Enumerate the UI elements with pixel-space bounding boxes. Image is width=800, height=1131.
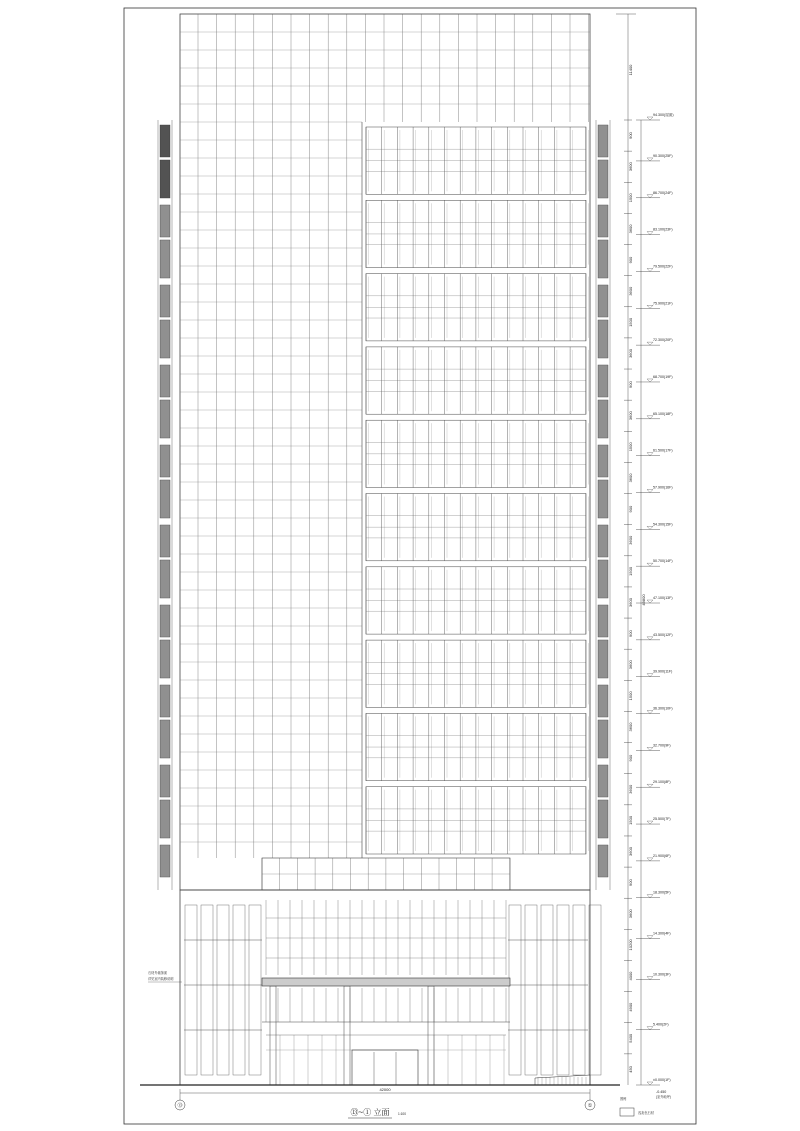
segment-dimension: 900 (628, 879, 633, 887)
level-label: 14.300(4F) (653, 931, 671, 936)
tower-upper-volume (180, 14, 590, 890)
segment-dimension: 3600 (628, 224, 633, 234)
segment-dimension: 3600 (628, 411, 633, 421)
ground-level-mark (656, 1090, 671, 1099)
segment-dimension: 3600 (628, 473, 633, 483)
drawing-title-block (348, 1107, 406, 1118)
segment-dimension: 450 (628, 1066, 633, 1073)
segment-dimension: 1500 (628, 193, 633, 203)
segment-dimension: 900 (628, 754, 633, 762)
segment-dimension: 1500 (628, 815, 633, 825)
level-label: 65.100(18F) (653, 411, 673, 416)
level-label: 90.300(25F) (653, 153, 673, 158)
level-label: 83.100(23F) (653, 227, 673, 232)
level-label: 43.500(12F) (653, 632, 673, 637)
ground-level-note: (室外地坪) (656, 1095, 671, 1099)
level-label: 10.300(3F) (653, 972, 671, 977)
legend-title: 图例 (620, 1097, 627, 1101)
segment-dimension: 900 (628, 256, 633, 264)
overall-width-text: 42000 (379, 1087, 391, 1092)
grid-bubble-right (585, 1097, 595, 1110)
level-marks (624, 112, 674, 1085)
drawing-scale: 1:100 (398, 1112, 406, 1116)
level-label: 72.300(20F) (653, 338, 673, 343)
segment-dimension: 10200 (628, 939, 633, 951)
segment-dimension: 900 (628, 132, 633, 139)
legend (620, 1096, 655, 1116)
grid-right-label: ① (587, 1103, 593, 1109)
level-label: 54.300(15F) (653, 522, 673, 527)
segment-dimension: 3600 (628, 909, 633, 919)
segment-dimension: 3600 (628, 784, 633, 794)
right-window-block (366, 127, 588, 854)
material-note (148, 970, 182, 982)
ground-level-label: -0.450 (656, 1090, 667, 1094)
segment-dimension: 3600 (628, 349, 633, 358)
drawing-title: ⑬~① 立面 (350, 1108, 390, 1117)
segment-dimension: 4900 (628, 1002, 633, 1012)
level-label: 25.500(7F) (653, 817, 671, 822)
level-label: 61.500(17F) (653, 448, 673, 453)
grid-left-label: ⑬ (177, 1103, 183, 1109)
segment-dimension: 3600 (628, 847, 633, 856)
level-label: 21.900(6F) (653, 853, 671, 858)
level-label: 47.100(13F) (653, 596, 673, 601)
level-label: ±0.000(1F) (653, 1078, 671, 1082)
level-label: 57.900(16F) (653, 485, 673, 490)
entrance-canopy (262, 978, 510, 986)
level-label: 75.900(21F) (653, 301, 673, 306)
right-louver-column (596, 120, 610, 890)
material-note-line1: 石材外墙饰面 (148, 971, 168, 975)
segment-dimension: 3600 (628, 162, 633, 172)
podium-window-grid (184, 900, 601, 1085)
segment-dimension: 3600 (628, 660, 633, 670)
level-label: 50.700(14F) (653, 559, 673, 564)
legend-item: 浅灰色石材 (638, 1111, 654, 1115)
segment-dimension: 3600 (628, 286, 633, 296)
podium-base (180, 890, 590, 1085)
vertical-dimension-chain (616, 14, 646, 1085)
level-label: 94.300(屋面) (653, 113, 674, 117)
segment-dimension: 3600 (628, 722, 633, 732)
podium-band-grid (262, 858, 510, 890)
level-label: 32.700(9F) (653, 743, 671, 748)
segment-dimension: 900 (628, 630, 633, 637)
segment-dimension: 1500 (628, 691, 633, 701)
segment-dimension: 900 (628, 381, 633, 388)
level-label: 18.300(5F) (653, 890, 671, 895)
level-label: 86.700(24F) (653, 190, 673, 195)
level-label: 36.300(10F) (653, 706, 673, 711)
segment-dimension: 3600 (628, 535, 633, 545)
ramp (535, 1075, 590, 1085)
level-label: 79.500(22F) (653, 264, 673, 269)
entrance-doors (352, 1050, 418, 1085)
segment-dimension: 5400 (628, 1033, 633, 1043)
segment-dimension: 900 (628, 505, 633, 513)
tower-curtain-grid (180, 14, 590, 858)
segment-dimension: 3600 (628, 598, 633, 607)
overall-width-dimension (180, 1087, 590, 1097)
segment-dimension: 1500 (628, 317, 633, 327)
total-height-dimension: 49800 (641, 594, 646, 606)
grid-bubble-left (175, 1097, 185, 1110)
level-label: 5.400(2F) (653, 1022, 669, 1027)
segment-dimension: 4000 (628, 971, 633, 981)
material-note-line2: 详见室内装修说明 (148, 977, 174, 981)
level-label: 68.700(19F) (653, 374, 673, 379)
level-label: 39.900(11F) (653, 669, 673, 674)
level-label: 29.100(8F) (653, 780, 671, 785)
legend-swatch (620, 1108, 634, 1116)
top-dimension: 11400 (628, 64, 633, 76)
left-louver-column (158, 120, 172, 890)
segment-dimension: 1500 (628, 566, 633, 576)
segment-dimension: 1500 (628, 442, 633, 452)
